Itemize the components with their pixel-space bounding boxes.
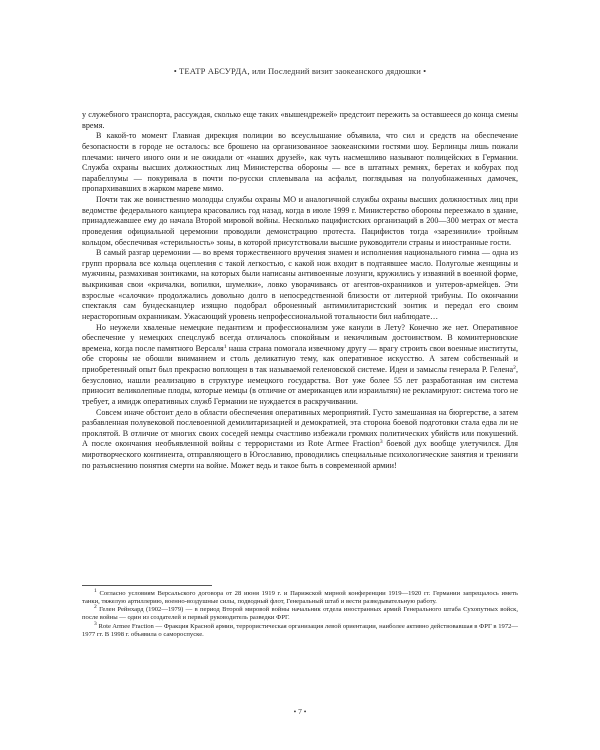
running-header-title: • ТЕАТР АБСУРДА, или Последний визит заокеанского дядюшки • xyxy=(173,66,427,76)
footnote-divider xyxy=(82,585,212,586)
paragraph: Но неужели хваленые немецкие педантизм и профессионализм уже канули в Лету? Конечно же нет. Оперативное обеспечение у немецких спецслужб всегда отличалось спокойным и некичливым достоинством. В коминтерновские времена, когда после памятного Версаля$^1$ наша страна помогала извечному другу — врагу строить свои военные институты, обе стороны не обошли вниманием и столь деликатную тему, как оперативное искусство. А затем собственный и приобретенный опыт был прекрасно воплощен в так называемой геленовской системе. Идеи и замыслы генерала Р. Гелена$^2$, безусловно, нашли реализацию в структуре немецкого государства. Вот уже более 55 лет разработанная им система приносит великолепные плоды, которые немцы (в отличие от американцев или израильтян) не рекламируют: система того не требует, а имидж оперативных служб Германии не нуждается в раскручивании. xyxy=(82,322,518,406)
paragraph: В какой-то момент Главная дирекция полиции во всеуслышание объявила, что сил и средств на обеспечение безопасности в городе не осталось: все брошено на организованное заокеанскими гостями шоу. Берлинцы лишь пожали плечами: ничего иного они и не ожидали от «наших друзей», как чуть насмешливо называют полицейских в Германии. Служба охраны высших должностных лиц Министерства обороны — все в штатных ремнях, беретах и кобурах под парабеллумы — покуривала в почти по-русски сплевывала на асфальт, поглядывая на полуобнаженных дамочек, пропархивавших в жарком мареве мимо. xyxy=(82,131,518,194)
footnote-number: 2 xyxy=(94,604,97,611)
footnote-ref[interactable]: 1 xyxy=(223,343,227,350)
footnote: $^3$ Rote Armee Fraction — Фракция Красной армии, террористическая организация левой ориентации, наиболее активно действовавшая в ФРГ в 1972—1977 гг. В 1998 г. объявила о самороспуске. xyxy=(82,620,519,638)
footnote-number: 3 xyxy=(94,620,97,627)
paragraph: Почти так же воинственно молодцы службы охраны МО и аналогичной службы охраны высших должностных лиц при ведомстве федерального канцлера красовались год назад, когда в июле 1999 г. Министерство обороны переезжало в здание, принадлежавшее ему до начала Второй мировой войны. Несколько пацифистских организаций в 200—300 метрах от места проведения официальной церемонии проводили демонстрацию протеста. Пацифистов тогда «зарезинили» тройным кольцом, обеспечивая «стерильность» зоны, в которой присутствовали высшие руководители страны и иностранные гости. xyxy=(82,195,518,247)
paragraph: В самый разгар церемонии — во время торжественного вручения знамен и исполнения национального гимна — одна из групп прорвала все кольца оцепления с такой легкостью, с какой нож входит в подтаявшее масло. Полуголые женщины и мужчины, размахивая зонтиками, на которых были написаны антивоенные лозунги, кружились у изваяний в военной форме, выкрикивая свои «кричалки, вопилки, шумелки», ловко уворачиваясь от агентов-охранников и унтеров-армейцев. Эти взрослые «салочки» продолжались довольно долго в непосредственной близости от литерной трибуны. По окончании спектакля сам бундесканцлер изящно подобрал оброненный антимилитаристский зонтик и передал его своим нерасторопным охранникам. Ужасающий уровень непрофессиональной тотальности бил наблюдате… xyxy=(82,248,518,321)
footnote-ref[interactable]: 2 xyxy=(513,365,516,371)
footnote: $^1$ Согласно условиям Версальского договора от 28 июня 1919 г. и Парижской мирной конференции 1919—1920 гг. Германии запрещалось иметь танки, тяжелую артиллерию, военно-воздушные силы, подводный флот, Генеральный штаб и вести разведывательную работу. xyxy=(82,588,518,606)
paragraph: у служебного транспорта, рассуждая, сколько еще таких «вышендрежей» предстоит пережить за оставшееся до конца смены время. xyxy=(82,110,518,130)
page-number: • 7 • xyxy=(293,707,307,716)
footnote-ref[interactable]: 3 xyxy=(379,439,383,446)
main-text xyxy=(82,110,518,471)
paragraph: Совсем иначе обстоит дело в области обеспечения оперативных мероприятий. Густо замешанная на бюргерстве, а затем разбавленная полувековой послевоенной демилитаризацией и демократией, эта сторона боевой подготовки стала едва ли не проклятой. В отличие от многих своих соседей немцы счастливо избежали громких политических убийств или покушений. А после окончания необъявленной войны с террористами из Rote Armee Fraction$^3$ боевой дух вообще улетучился. Для миротворческого континента, отправляющего в Югославию, проводились специальные психологические занятия и тренинги по разъяснению понятия смерти на войне. Может ведь и такое быть в современной армии! xyxy=(82,407,518,470)
footnote: $^2$ Гелен Рейнхард (1902—1979) — в период Второй мировой войны начальник отдела иностранных армий Генерального штаба Сухопутных войск, после войны — один из создателей и первый руководитель разведки ФРГ. xyxy=(82,604,518,622)
footnote-number: 1 xyxy=(94,588,97,594)
running-header xyxy=(80,66,520,76)
footnotes xyxy=(82,590,518,639)
